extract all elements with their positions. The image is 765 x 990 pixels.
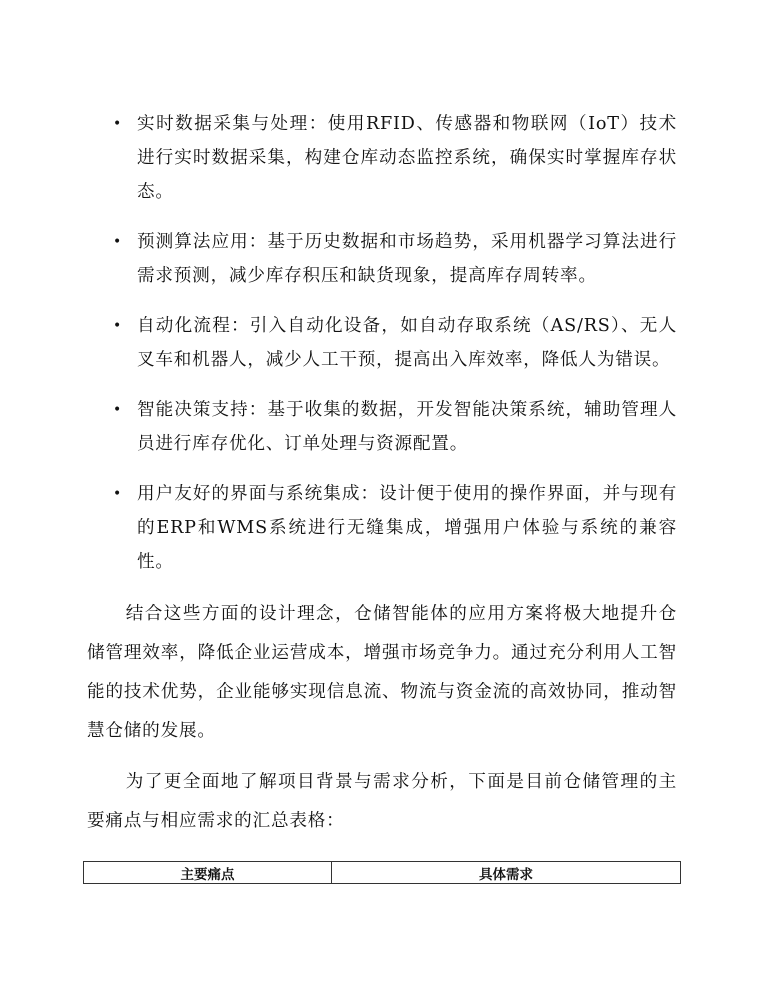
bullet-icon: •	[113, 486, 123, 502]
bullet-icon: •	[113, 318, 123, 334]
table-header-row	[84, 862, 681, 884]
list-item-text: 智能决策支持：基于收集的数据，开发智能决策系统，辅助管理人员进行库存优化、订单处理与资源配置。	[137, 400, 677, 454]
column-header-requirements: 具体需求	[332, 862, 681, 884]
list-item	[87, 225, 677, 293]
bullet-icon: •	[113, 116, 123, 132]
pain-points-table	[83, 861, 681, 884]
table-intro-paragraph: 为了更全面地了解项目背景与需求分析，下面是目前仓储管理的主要痛点与相应需求的汇总表格：	[87, 772, 677, 831]
list-item	[87, 107, 677, 209]
document-body	[87, 107, 677, 853]
column-header-pain-points: 主要痛点	[84, 862, 332, 884]
list-item	[87, 477, 677, 579]
list-item-text: 用户友好的界面与系统集成：设计便于使用的操作界面，并与现有的ERP和WMS系统进行无缝集成，增强用户体验与系统的兼容性。	[137, 484, 677, 572]
summary-paragraph: 结合这些方面的设计理念，仓储智能体的应用方案将极大地提升仓储管理效率，降低企业运营成本，增强市场竞争力。通过充分利用人工智能的技术优势，企业能够实现信息流、物流与资金流的高效协同，推动智慧仓储的发展。	[87, 604, 677, 741]
list-item-text: 实时数据采集与处理：使用RFID、传感器和物联网（IoT）技术进行实时数据采集，构建仓库动态监控系统，确保实时掌握库存状态。	[137, 114, 677, 202]
list-item	[87, 309, 677, 377]
list-item-text: 自动化流程：引入自动化设备，如自动存取系统（AS/RS）、无人叉车和机器人，减少人工干预，提高出入库效率，降低人为错误。	[137, 316, 677, 370]
design-points-list	[87, 107, 677, 579]
bullet-icon: •	[113, 234, 123, 250]
list-item	[87, 393, 677, 461]
bullet-icon: •	[113, 402, 123, 418]
list-item-text: 预测算法应用：基于历史数据和市场趋势，采用机器学习算法进行需求预测，减少库存积压和缺货现象，提高库存周转率。	[137, 232, 677, 286]
